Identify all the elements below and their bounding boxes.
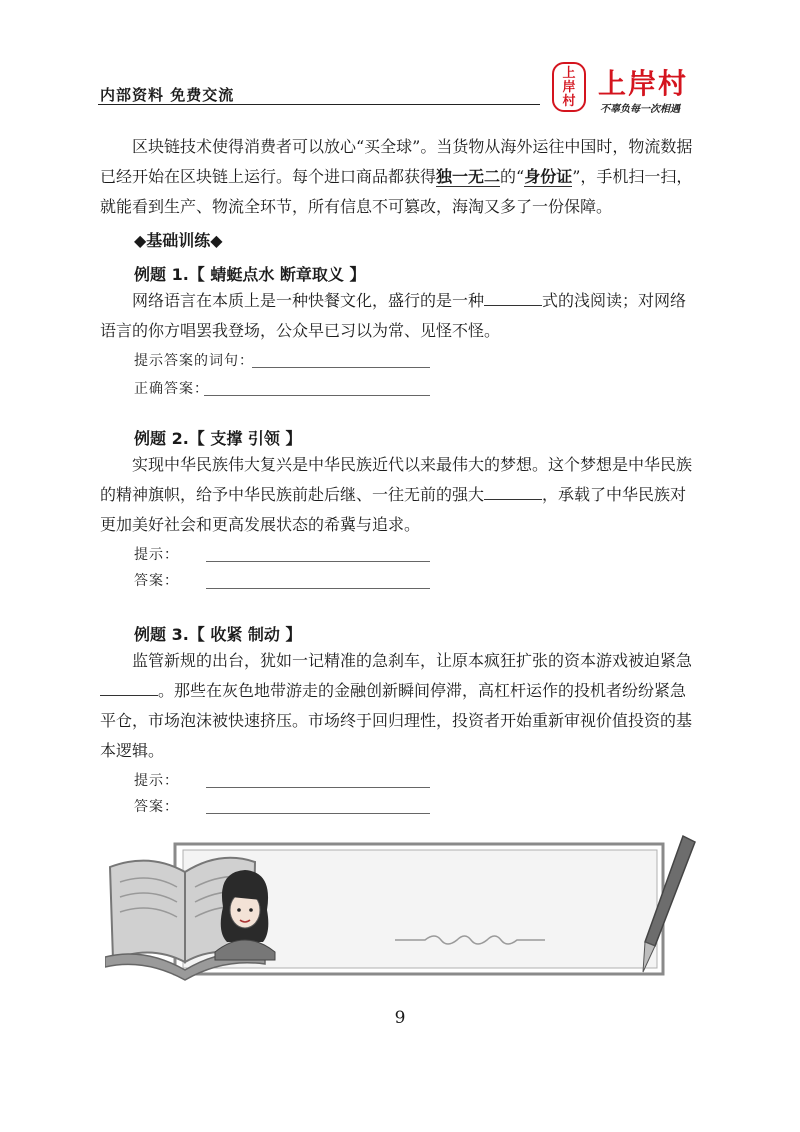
example-3-hint-line[interactable] — [206, 787, 430, 788]
example-3-answer-line[interactable] — [206, 813, 430, 814]
intro-text-3: ”，手机扫一扫，就能看到生产、物流全环节，所有信息不可篡改，海淘又多了一份保障。 — [100, 167, 693, 216]
brand-seal-logo: 上 岸 村 — [552, 62, 586, 112]
header-label: 内部资料 免费交流 — [100, 86, 235, 104]
intro-underlined-1: 独一无二 — [436, 167, 501, 186]
example-2-text-after: ，承载了中华民族对更加美好社会和更高发展状态的希冀与追求。 — [100, 485, 687, 534]
example-1-blank[interactable] — [484, 287, 542, 306]
example-2-blank[interactable] — [484, 481, 542, 500]
brand-slogan: 不辜负每一次相遇 — [600, 104, 680, 115]
example-1-hint-line[interactable] — [252, 367, 430, 368]
example-3-text-before: 监管新规的出台，犹如一记精准的急刹车，让原本疯狂扩张的资本游戏被迫紧急 — [132, 651, 693, 670]
intro-text-2: 的“ — [500, 167, 525, 186]
notebook-illustration — [105, 832, 700, 992]
example-1-text — [100, 286, 700, 346]
example-2-text — [100, 450, 700, 540]
intro-paragraph — [100, 132, 700, 222]
example-1-text-before: 网络语言在本质上是一种快餐文化，盛行的是一种 — [132, 291, 485, 310]
example-2-answer-line[interactable] — [206, 588, 430, 589]
example-3-text-after: 。那些在灰色地带游走的金融创新瞬间停滞，高杠杆运作的投机者纷纷紧急平仓，市场泡沫被快速挤压。市场终于回归理性，投资者开始重新审视价值投资的基本逻辑。 — [100, 681, 693, 760]
example-1-text-after: 式的浅阅读；对网络语言的你方唱罢我登场，公众早已习以为常、见怪不怪。 — [100, 291, 687, 340]
example-2-title: 例题 2.【 支撑 引领 】 — [134, 429, 302, 448]
example-1-title: 例题 1.【 蜻蜓点水 断章取义 】 — [134, 265, 366, 284]
example-2-hint-line[interactable] — [206, 561, 430, 562]
example-3-blank[interactable] — [100, 677, 158, 696]
example-2-text-before: 实现中华民族伟大复兴是中华民族近代以来最伟大的梦想。这个梦想是中华民族的精神旗帜，给予中华民族前赴后继、一往无前的强大 — [100, 455, 693, 504]
section-title: ◆基础训练◆ — [134, 231, 223, 250]
page-number: 9 — [394, 1008, 406, 1028]
example-3-text — [100, 646, 700, 766]
brand-name: 上岸村 — [598, 67, 689, 100]
intro-text-1: 区块链技术使得消费者可以放心“买全球”。当货物从海外运往中国时，物流数据已经开始在区块链上运行。每个进口商品都获得 — [100, 137, 693, 186]
example-2-hint-label: 提示： — [134, 547, 179, 563]
example-3-answer-label: 答案： — [134, 799, 179, 815]
example-2-answer-label: 答案： — [134, 573, 179, 589]
example-1-answer-line[interactable] — [204, 395, 430, 396]
example-1-hint-label: 提示答案的词句： — [134, 353, 254, 369]
header-rule — [98, 104, 540, 105]
example-1-answer-label: 正确答案： — [134, 381, 209, 397]
example-3-hint-label: 提示： — [134, 773, 179, 789]
example-3-title: 例题 3.【 收紧 制动 】 — [134, 625, 302, 644]
intro-underlined-2: 身份证 — [524, 167, 573, 186]
